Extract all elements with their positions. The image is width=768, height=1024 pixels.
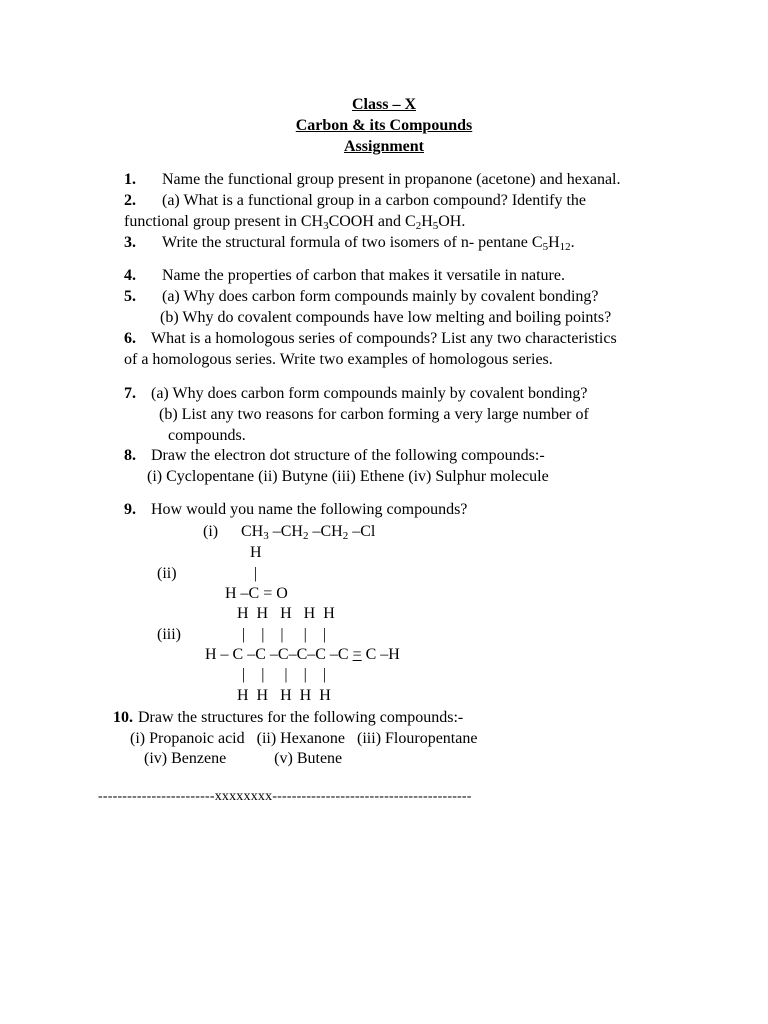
- question-number: 10.: [113, 709, 133, 726]
- question-number: 2.: [124, 192, 136, 209]
- question-number: 5.: [124, 288, 136, 305]
- question-2-continued: [124, 212, 465, 232]
- question-4: [124, 266, 565, 286]
- question-8: [124, 446, 545, 466]
- question-5: [124, 287, 599, 307]
- compound-iii-formula: [205, 645, 400, 665]
- question-6: [124, 329, 617, 349]
- question-text: What is a homologous series of compounds? List any two characteristics: [151, 330, 617, 347]
- compound-iii-bonds-top: | | | | |: [242, 626, 327, 643]
- text: –CH: [268, 523, 303, 540]
- subscript: 3: [323, 220, 329, 232]
- question-10-row-1: (i) Propanoic acid (ii) Hexanone (iii) Flouropentane: [130, 730, 478, 747]
- text: –CH: [308, 523, 343, 540]
- question-text: (a) Why does carbon form compounds mainly by covalent bonding?: [151, 385, 588, 402]
- compound-i-label: (i): [203, 523, 219, 540]
- text: H: [421, 213, 433, 230]
- compound-ii-top-h: H: [250, 544, 262, 561]
- question-number: 8.: [124, 447, 136, 464]
- text: functional group present in CH: [124, 213, 324, 230]
- subscript: 2: [302, 530, 309, 542]
- question-number: 4.: [124, 267, 136, 284]
- compound-iii-top-h: H H H H H: [237, 605, 335, 622]
- question-7b: (b) List any two reasons for carbon forming a very large number of: [159, 406, 589, 423]
- question-5b: (b) Why do covalent compounds have low melting and boiling points?: [160, 309, 612, 326]
- question-7b-continued: compounds.: [168, 427, 246, 444]
- question-text: Draw the structures for the following compounds:-: [138, 709, 464, 726]
- question-number: 7.: [124, 385, 136, 402]
- subscript: 5: [432, 220, 439, 232]
- question-number: 9.: [124, 501, 136, 518]
- assignment-heading: Assignment: [343, 138, 424, 155]
- subscript: 2: [415, 220, 422, 232]
- question-text: How would you name the following compounds?: [151, 501, 468, 518]
- text: –Cl: [348, 523, 376, 540]
- question-number: 1.: [124, 171, 136, 188]
- question-2: [124, 191, 587, 211]
- subject-heading: Carbon & its Compounds: [295, 117, 473, 134]
- compound-iii-bonds-bottom: | | | | |: [242, 666, 327, 683]
- question-8-items: (i) Cyclopentane (ii) Butyne (iii) Ethene (iv) Sulphur molecule: [147, 468, 549, 485]
- text: C –H: [361, 646, 400, 663]
- subscript: 12: [559, 241, 571, 253]
- class-heading: Class – X: [351, 96, 416, 113]
- question-text: Name the functional group present in propanone (acetone) and hexanal.: [162, 171, 621, 188]
- footer-divider: ------------------------xxxxxxxx-----------------------------------------: [98, 789, 472, 804]
- question-text: (a) Why does carbon form compounds mainly by covalent bonding?: [162, 288, 599, 305]
- compound-iii-bottom-h: H H H H H: [237, 687, 331, 704]
- text: OH.: [438, 213, 466, 230]
- compound-ii-formula: H –C = O: [225, 585, 288, 602]
- question-number: 6.: [124, 330, 136, 347]
- subscript: 2: [342, 530, 349, 542]
- text: H – C –C –C–C–C –C: [205, 646, 353, 663]
- subscript: 5: [542, 241, 549, 253]
- text: Write the structural formula of two isomers of n- pentane C: [162, 234, 543, 251]
- question-10: [113, 708, 464, 728]
- question-6-continued: of a homologous series. Write two examples of homologous series.: [124, 351, 553, 368]
- compound-i-formula: [241, 522, 375, 542]
- question-number: 3.: [124, 234, 136, 251]
- compound-ii-bond: |: [254, 565, 258, 582]
- question-3: [124, 233, 575, 253]
- compound-iii-label: (iii): [157, 626, 181, 643]
- question-text: Name the properties of carbon that makes it versatile in nature.: [162, 267, 565, 284]
- text: COOH and C: [328, 213, 416, 230]
- question-9: [124, 500, 468, 520]
- question-text: [162, 233, 575, 253]
- question-7: [124, 384, 588, 404]
- subscript: 3: [263, 530, 269, 542]
- compound-ii-label: (ii): [157, 565, 177, 582]
- question-text: (a) What is a functional group in a carbon compound? Identify the: [162, 192, 587, 209]
- text: H: [548, 234, 560, 251]
- text: .: [570, 234, 575, 251]
- text: CH: [241, 523, 264, 540]
- question-10-row-2: (iv) Benzene (v) Butene: [144, 750, 343, 767]
- triple-bond: =: [352, 646, 362, 663]
- question-text: Draw the electron dot structure of the following compounds:-: [151, 447, 545, 464]
- question-1: [124, 170, 621, 190]
